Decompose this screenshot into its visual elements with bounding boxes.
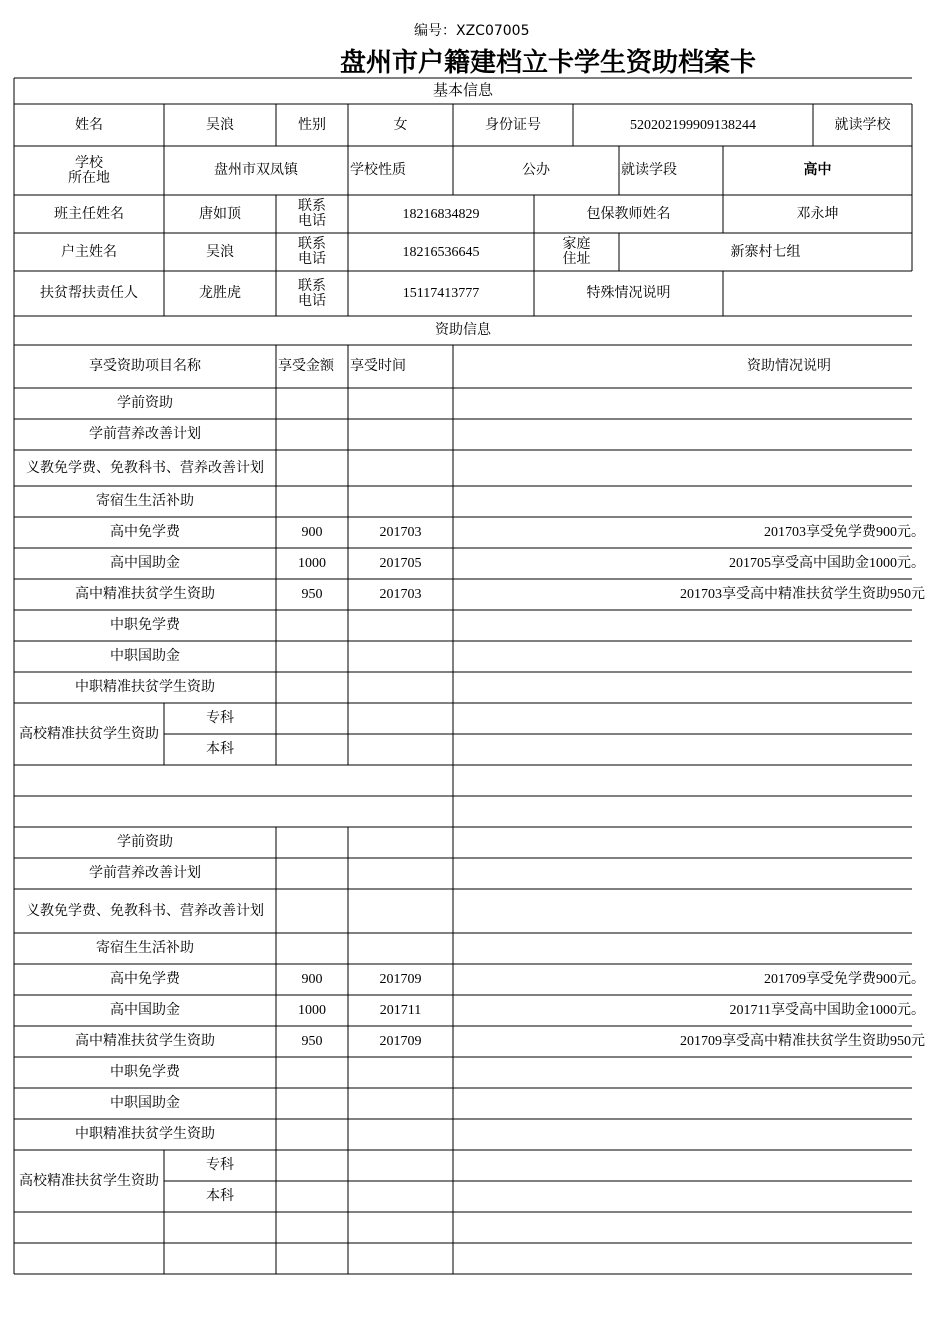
aid-item-amount bbox=[276, 933, 348, 964]
school-location-label-line1: 学校 bbox=[75, 155, 103, 171]
college-aid-undergrad-label: 本科 bbox=[206, 742, 234, 757]
school-location-label-line2: 所在地 bbox=[68, 170, 110, 186]
home-address-label-line1: 家庭 bbox=[562, 237, 591, 252]
helper-phone-value: 15117413777 bbox=[402, 286, 480, 301]
college-aid-junior-label-2: 专科 bbox=[206, 1158, 234, 1173]
aid-item-time bbox=[348, 641, 453, 672]
school-location-value: 盘州市双凤镇 bbox=[214, 163, 298, 178]
school-type-label: 学校性质 bbox=[350, 163, 406, 178]
aid-item-desc bbox=[453, 1088, 925, 1119]
householder-phone-label-line1: 联系 bbox=[298, 237, 326, 252]
college-aid-label-2: 高校精准扶贫学生资助 bbox=[19, 1173, 159, 1189]
aid-item-desc bbox=[453, 419, 925, 450]
gender-label: 性别 bbox=[298, 117, 326, 133]
aid-item-name: 寄宿生生活补助 bbox=[96, 494, 194, 509]
aid-item-amount bbox=[276, 1057, 348, 1088]
aid-item-desc: 201709享受高中精准扶贫学生资助950元 bbox=[680, 1034, 925, 1049]
aid-item-desc: 201703享受免学费900元。 bbox=[764, 525, 925, 540]
aid-item-desc: 201709享受免学费900元。 bbox=[764, 972, 925, 987]
teacher-phone-label bbox=[276, 195, 348, 233]
special-notes-value bbox=[723, 271, 912, 316]
class-teacher-value: 唐如顶 bbox=[199, 206, 241, 222]
aid-item-time bbox=[348, 388, 453, 419]
aid-item-desc bbox=[453, 889, 925, 933]
aid-item-amount bbox=[276, 486, 348, 517]
aid-item-name: 中职免学费 bbox=[110, 1065, 180, 1080]
aid-item-time bbox=[348, 672, 453, 703]
aid-item-name: 中职免学费 bbox=[110, 618, 180, 633]
aid-item-amount bbox=[276, 672, 348, 703]
aid-item-amount bbox=[276, 858, 348, 889]
aid-item-time: 201705 bbox=[379, 556, 422, 571]
aid-item-amount bbox=[276, 641, 348, 672]
college-aid-label: 高校精准扶贫学生资助 bbox=[19, 726, 159, 742]
aid-col-amount-header: 享受金额 bbox=[278, 359, 334, 374]
aid-item-amount: 900 bbox=[301, 525, 323, 540]
aid-item-time bbox=[348, 1119, 453, 1150]
teacher-phone-value: 18216834829 bbox=[402, 206, 480, 222]
aid-item-amount: 950 bbox=[301, 1034, 323, 1049]
aid-col-name-header: 享受资助项目名称 bbox=[89, 359, 201, 374]
aid-item-desc bbox=[453, 388, 925, 419]
aid-item-time: 201703 bbox=[379, 587, 422, 602]
home-address-label bbox=[534, 233, 619, 271]
aid-item-amount: 900 bbox=[301, 972, 323, 987]
page-title: 盘州市户籍建档立卡学生资助档案卡 bbox=[340, 48, 757, 78]
aid-item-amount: 950 bbox=[301, 587, 323, 602]
aid-item-name: 学前营养改善计划 bbox=[89, 866, 201, 881]
aid-item-amount bbox=[276, 610, 348, 641]
aid-item-desc bbox=[453, 641, 925, 672]
aid-item-name: 高中国助金 bbox=[110, 556, 180, 571]
aid-item-desc: 201705享受高中国助金1000元。 bbox=[729, 556, 925, 571]
aid-item-name: 高中免学费 bbox=[110, 972, 180, 987]
aid-item-desc bbox=[453, 486, 925, 517]
aid-item-time: 201709 bbox=[379, 1034, 422, 1049]
teacher-phone-label-line2: 电话 bbox=[298, 214, 326, 229]
aid-item-name: 中职国助金 bbox=[110, 649, 180, 664]
aid-item-time bbox=[348, 889, 453, 933]
school-label: 就读学校 bbox=[834, 117, 891, 133]
aid-item-name: 学前资助 bbox=[117, 835, 173, 850]
aid-item-name: 高中精准扶贫学生资助 bbox=[75, 1034, 215, 1049]
teacher-phone-label-line1: 联系 bbox=[298, 199, 326, 214]
aid-item-desc bbox=[453, 827, 925, 858]
aid-item-desc: 201703享受高中精准扶贫学生资助950元 bbox=[680, 587, 925, 602]
study-stage-label: 就读学段 bbox=[621, 163, 677, 178]
aid-item-desc bbox=[453, 1119, 925, 1150]
aid-item-amount bbox=[276, 1119, 348, 1150]
aid-item-name: 中职精准扶贫学生资助 bbox=[75, 680, 215, 695]
aid-item-amount: 1000 bbox=[298, 1003, 326, 1018]
aid-item-desc bbox=[453, 450, 925, 486]
college-aid-junior-label: 专科 bbox=[206, 711, 234, 726]
aid-item-name: 学前营养改善计划 bbox=[89, 427, 201, 442]
class-teacher-label: 班主任姓名 bbox=[54, 206, 124, 222]
school-location-label bbox=[14, 146, 164, 195]
id-number-value: 520202199909138244 bbox=[630, 117, 756, 133]
aid-item-name: 高中国助金 bbox=[110, 1003, 180, 1018]
aid-item-desc bbox=[453, 858, 925, 889]
aid-item-name: 高中免学费 bbox=[110, 525, 180, 540]
aid-item-amount bbox=[276, 1088, 348, 1119]
aid-col-desc-header: 资助情况说明 bbox=[747, 359, 831, 374]
aid-item-time: 201711 bbox=[379, 1003, 422, 1018]
aid-item-name: 义教免学费、免教科书、营养改善计划 bbox=[26, 460, 264, 476]
aid-item-amount bbox=[276, 827, 348, 858]
aid-item-time bbox=[348, 1057, 453, 1088]
card-code-label: 编号： bbox=[414, 23, 456, 39]
aid-item-desc bbox=[453, 933, 925, 964]
home-address-label-line2: 住址 bbox=[562, 252, 591, 267]
aid-item-time bbox=[348, 419, 453, 450]
card-code-value: XZC07005 bbox=[456, 23, 530, 39]
aid-item-desc: 201711享受高中国助金1000元。 bbox=[729, 1003, 925, 1018]
aid-item-desc bbox=[453, 672, 925, 703]
aid-item-name: 寄宿生生活补助 bbox=[96, 941, 194, 956]
name-label: 姓名 bbox=[75, 117, 103, 133]
aid-item-time bbox=[348, 610, 453, 641]
aid-item-amount: 1000 bbox=[298, 556, 326, 571]
aid-item-time bbox=[348, 858, 453, 889]
householder-phone-label bbox=[276, 233, 348, 271]
aid-col-time-header: 享受时间 bbox=[350, 359, 406, 374]
aid-item-amount bbox=[276, 889, 348, 933]
aid-item-desc bbox=[453, 1057, 925, 1088]
aid-item-amount bbox=[276, 450, 348, 486]
helper-phone-label-line2: 电话 bbox=[298, 293, 326, 309]
householder-phone-label-line2: 电话 bbox=[298, 252, 326, 267]
householder-phone-value: 18216536645 bbox=[402, 244, 480, 260]
helper-phone-label bbox=[276, 271, 348, 316]
name-value: 吴浪 bbox=[206, 117, 234, 133]
householder-value: 吴浪 bbox=[206, 244, 234, 260]
special-notes-label: 特殊情况说明 bbox=[586, 286, 671, 301]
aid-item-name: 学前资助 bbox=[117, 396, 173, 411]
aid-item-time bbox=[348, 933, 453, 964]
aid-item-time bbox=[348, 450, 453, 486]
aid-item-name: 中职精准扶贫学生资助 bbox=[75, 1127, 215, 1142]
aid-item-time: 201709 bbox=[379, 972, 422, 987]
gender-value: 女 bbox=[393, 117, 408, 133]
home-address-value: 新寨村七组 bbox=[730, 244, 801, 260]
aid-item-name: 义教免学费、免教科书、营养改善计划 bbox=[26, 903, 264, 919]
id-number-label: 身份证号 bbox=[485, 117, 541, 133]
poverty-helper-value: 龙胜虎 bbox=[199, 286, 241, 301]
poverty-helper-label: 扶贫帮扶责任人 bbox=[40, 286, 138, 301]
aid-item-name: 中职国助金 bbox=[110, 1096, 180, 1111]
aid-info-section-title: 资助信息 bbox=[435, 323, 491, 338]
guarantor-teacher-label: 包保教师姓名 bbox=[586, 206, 671, 222]
aid-item-amount bbox=[276, 419, 348, 450]
aid-item-desc bbox=[453, 610, 925, 641]
aid-item-time bbox=[348, 1088, 453, 1119]
aid-item-name: 高中精准扶贫学生资助 bbox=[75, 587, 215, 602]
basic-info-section-title: 基本信息 bbox=[432, 82, 493, 99]
college-aid-undergrad-label-2: 本科 bbox=[206, 1189, 234, 1204]
householder-label: 户主姓名 bbox=[61, 244, 117, 260]
study-stage-value: 高中 bbox=[803, 162, 832, 178]
school-type-value: 公办 bbox=[522, 163, 550, 178]
helper-phone-label-line1: 联系 bbox=[298, 278, 326, 294]
guarantor-teacher-value: 邓永坤 bbox=[796, 206, 839, 222]
aid-item-amount bbox=[276, 388, 348, 419]
aid-item-time bbox=[348, 827, 453, 858]
aid-item-time bbox=[348, 486, 453, 517]
aid-item-time: 201703 bbox=[379, 525, 422, 540]
